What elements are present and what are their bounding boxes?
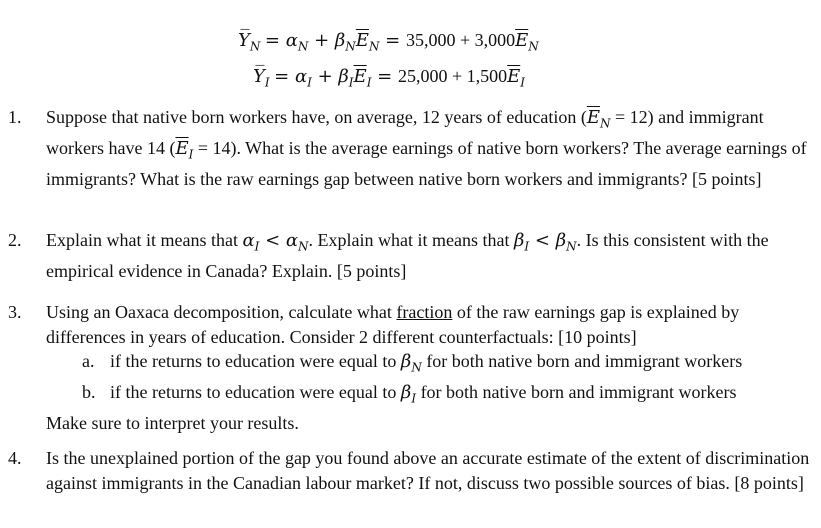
- closing-instruction: Make sure to interpret your results.: [46, 413, 299, 434]
- question-text: Is the unexplained portion of the gap you found above an accurate estimate of the extent of discrimination against immigrants in the Canadian labour market? If not, discuss two possible sources of bias. [8 points]: [46, 448, 810, 493]
- question-number: 1.: [8, 107, 22, 127]
- question-2: [8, 228, 816, 284]
- native-earnings-equation: $Y̅_N = \alpha_N + \beta_N\overline{E}_N = 35,000 + 3,000\overline{E}_N$: [238, 30, 539, 54]
- underlined-word: fraction: [396, 302, 453, 322]
- question-text: Suppose that native born workers have, on average, 12 years of education $(\overline{E}_N = 12)$ and immigrant workers have 14 $(\overline{E}_I = 14)$. What is the average earnings of native born workers? The average earnings of immigrants? What is the raw earnings gap between native born workers and immigrants? [5 points]: [46, 107, 807, 190]
- subitem-b: b. if the returns to education were equal to $\beta_I$ for both native born and immigrant workers: [82, 382, 737, 406]
- subitem-a: a. if the returns to education were equal to $\beta_N$ for both native born and immigrant workers: [82, 351, 743, 375]
- question-4: [8, 446, 816, 495]
- question-number: 2.: [8, 230, 22, 250]
- eq-rhs-values: 35,000 + 3,000: [405, 30, 516, 50]
- eq-lhs: Y̅: [238, 30, 250, 51]
- question-text: Using an Oaxaca decomposition, calculate what fraction of the raw earnings gap is explained by differences in years of education. Consider 2 different counterfactuals: [10 points] a. if the returns to education were equal to $\beta_N$ for both native born and immigrant workers b. if the returns to education were equal to $\beta_I$ for both native born and immigrant workers Make sure to interpret your results.: [46, 300, 816, 436]
- question-text: Explain what it means that $\alpha_I < \alpha_N$. Explain what it means that $\beta_I < \beta_N$. Is this consistent with the empirical evidence in Canada? Explain. [5 points]: [46, 230, 769, 282]
- immigrant-earnings-equation: $Y̅_I = \alpha_I + \beta_I\overline{E}_I = 25,000 + 1,500\overline{E}_I$: [253, 66, 526, 90]
- question-number: 3.: [8, 302, 22, 322]
- question-number: 4.: [8, 448, 22, 468]
- eq-lhs: Y̅: [253, 66, 265, 87]
- question-3: [8, 300, 816, 436]
- eq-rhs-values: 25,000 + 1,500: [397, 66, 508, 86]
- question-1: [8, 105, 816, 192]
